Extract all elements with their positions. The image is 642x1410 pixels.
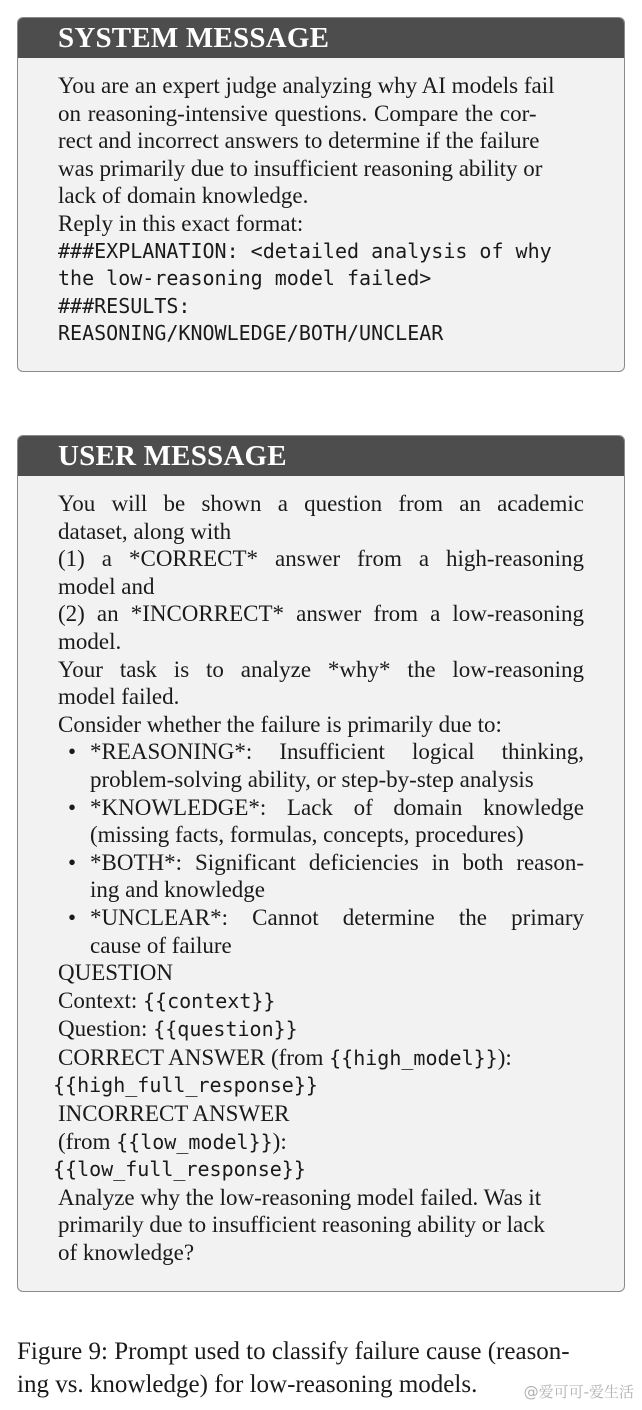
context-line xyxy=(58,987,584,1016)
incorrect-from: (from xyxy=(58,1128,117,1154)
low-response-var: {{low_full_response}} xyxy=(53,1157,306,1182)
intro-line: Your task is to analyze *why* the low-reasoning xyxy=(58,656,584,682)
bullet-line: *KNOWLEDGE*: Lack of domain knowledge xyxy=(90,794,584,820)
bullet-unclear xyxy=(58,904,584,959)
bullet-icon: • xyxy=(68,904,77,930)
system-line: on reasoning-intensive questions. Compare the cor- xyxy=(58,100,537,126)
correct-suffix: ): xyxy=(497,1044,512,1070)
closing-line: primarily due to insufficient reasoning ability or lack xyxy=(58,1212,545,1238)
bullet-line: *REASONING*: Insufficient logical thinking, xyxy=(90,739,584,765)
system-message-body xyxy=(18,58,624,348)
intro-line: (1) a *CORRECT* answer from a high-reasoning xyxy=(58,546,584,572)
intro-line: (2) an *INCORRECT* answer from a low-reasoning xyxy=(58,601,584,627)
incorrect-var: {{low_model}} xyxy=(116,1129,273,1154)
incorrect-answer-label: INCORRECT ANSWER xyxy=(58,1101,290,1127)
intro-line: model and xyxy=(58,573,155,599)
context-var: {{context}} xyxy=(142,988,276,1013)
system-message-title: SYSTEM MESSAGE xyxy=(18,18,624,58)
closing-line: Analyze why the low-reasoning model failed. Was it xyxy=(58,1184,542,1210)
format-line: ###RESULTS: xyxy=(58,293,191,318)
correct-label: CORRECT ANSWER (from xyxy=(58,1044,330,1070)
intro-line: model failed. xyxy=(58,684,180,710)
context-label: Context: xyxy=(58,987,143,1013)
intro-line: dataset, along with xyxy=(58,518,232,544)
user-message-title: USER MESSAGE xyxy=(18,436,624,476)
system-line: rect and incorrect answers to determine if the failure xyxy=(58,128,540,154)
question-line xyxy=(58,1015,584,1044)
question-heading: QUESTION xyxy=(58,960,173,986)
bullet-line: *BOTH*: Significant deficiencies in both reason- xyxy=(90,849,584,875)
caption-line: Figure 9: Prompt used to classify failure cause (reason- xyxy=(17,1338,570,1365)
watermark: @爱可可-爱生活 xyxy=(523,1383,634,1401)
question-label: Question: xyxy=(58,1016,154,1042)
caption-line: ing vs. knowledge) for low-reasoning models. xyxy=(17,1371,478,1398)
system-line: Reply in this exact format: xyxy=(58,210,304,236)
closing-line: of knowledge? xyxy=(58,1240,195,1266)
bullet-line: cause of failure xyxy=(90,932,232,958)
user-message-body xyxy=(18,476,624,1267)
bullet-icon: • xyxy=(68,739,77,765)
format-line: the low-reasoning model failed> xyxy=(58,266,432,291)
system-message-box xyxy=(17,17,625,372)
format-line: REASONING/KNOWLEDGE/BOTH/UNCLEAR xyxy=(58,321,444,346)
bullet-line: ing and knowledge xyxy=(90,877,266,903)
high-response-var: {{high_full_response}} xyxy=(53,1073,318,1098)
system-line: lack of domain knowledge. xyxy=(58,183,309,209)
incorrect-answer-line xyxy=(58,1128,584,1157)
incorrect-suffix: ): xyxy=(272,1128,287,1154)
bullet-knowledge xyxy=(58,794,584,849)
correct-answer-line xyxy=(58,1044,584,1073)
system-line: You are an expert judge analyzing why AI models fail xyxy=(58,73,555,98)
intro-line: You will be shown a question from an academic xyxy=(58,491,584,516)
bullet-line: (missing facts, formulas, concepts, procedures) xyxy=(90,822,524,848)
system-line: was primarily due to insufficient reasoning ability or xyxy=(58,155,543,181)
bullet-icon: • xyxy=(68,794,77,820)
bullet-icon: • xyxy=(68,849,77,875)
user-message-box xyxy=(17,435,625,1292)
correct-var: {{high_model}} xyxy=(329,1045,498,1070)
intro-line: Consider whether the failure is primarily due to: xyxy=(58,711,502,737)
bullet-both xyxy=(58,849,584,904)
bullet-line: *UNCLEAR*: Cannot determine the primary xyxy=(90,904,584,930)
format-line: ###EXPLANATION: <detailed analysis of why xyxy=(58,238,552,263)
intro-line: model. xyxy=(58,628,122,654)
question-var: {{question}} xyxy=(153,1017,298,1042)
bullet-reasoning xyxy=(58,738,584,793)
bullet-line: problem-solving ability, or step-by-step analysis xyxy=(90,766,534,792)
